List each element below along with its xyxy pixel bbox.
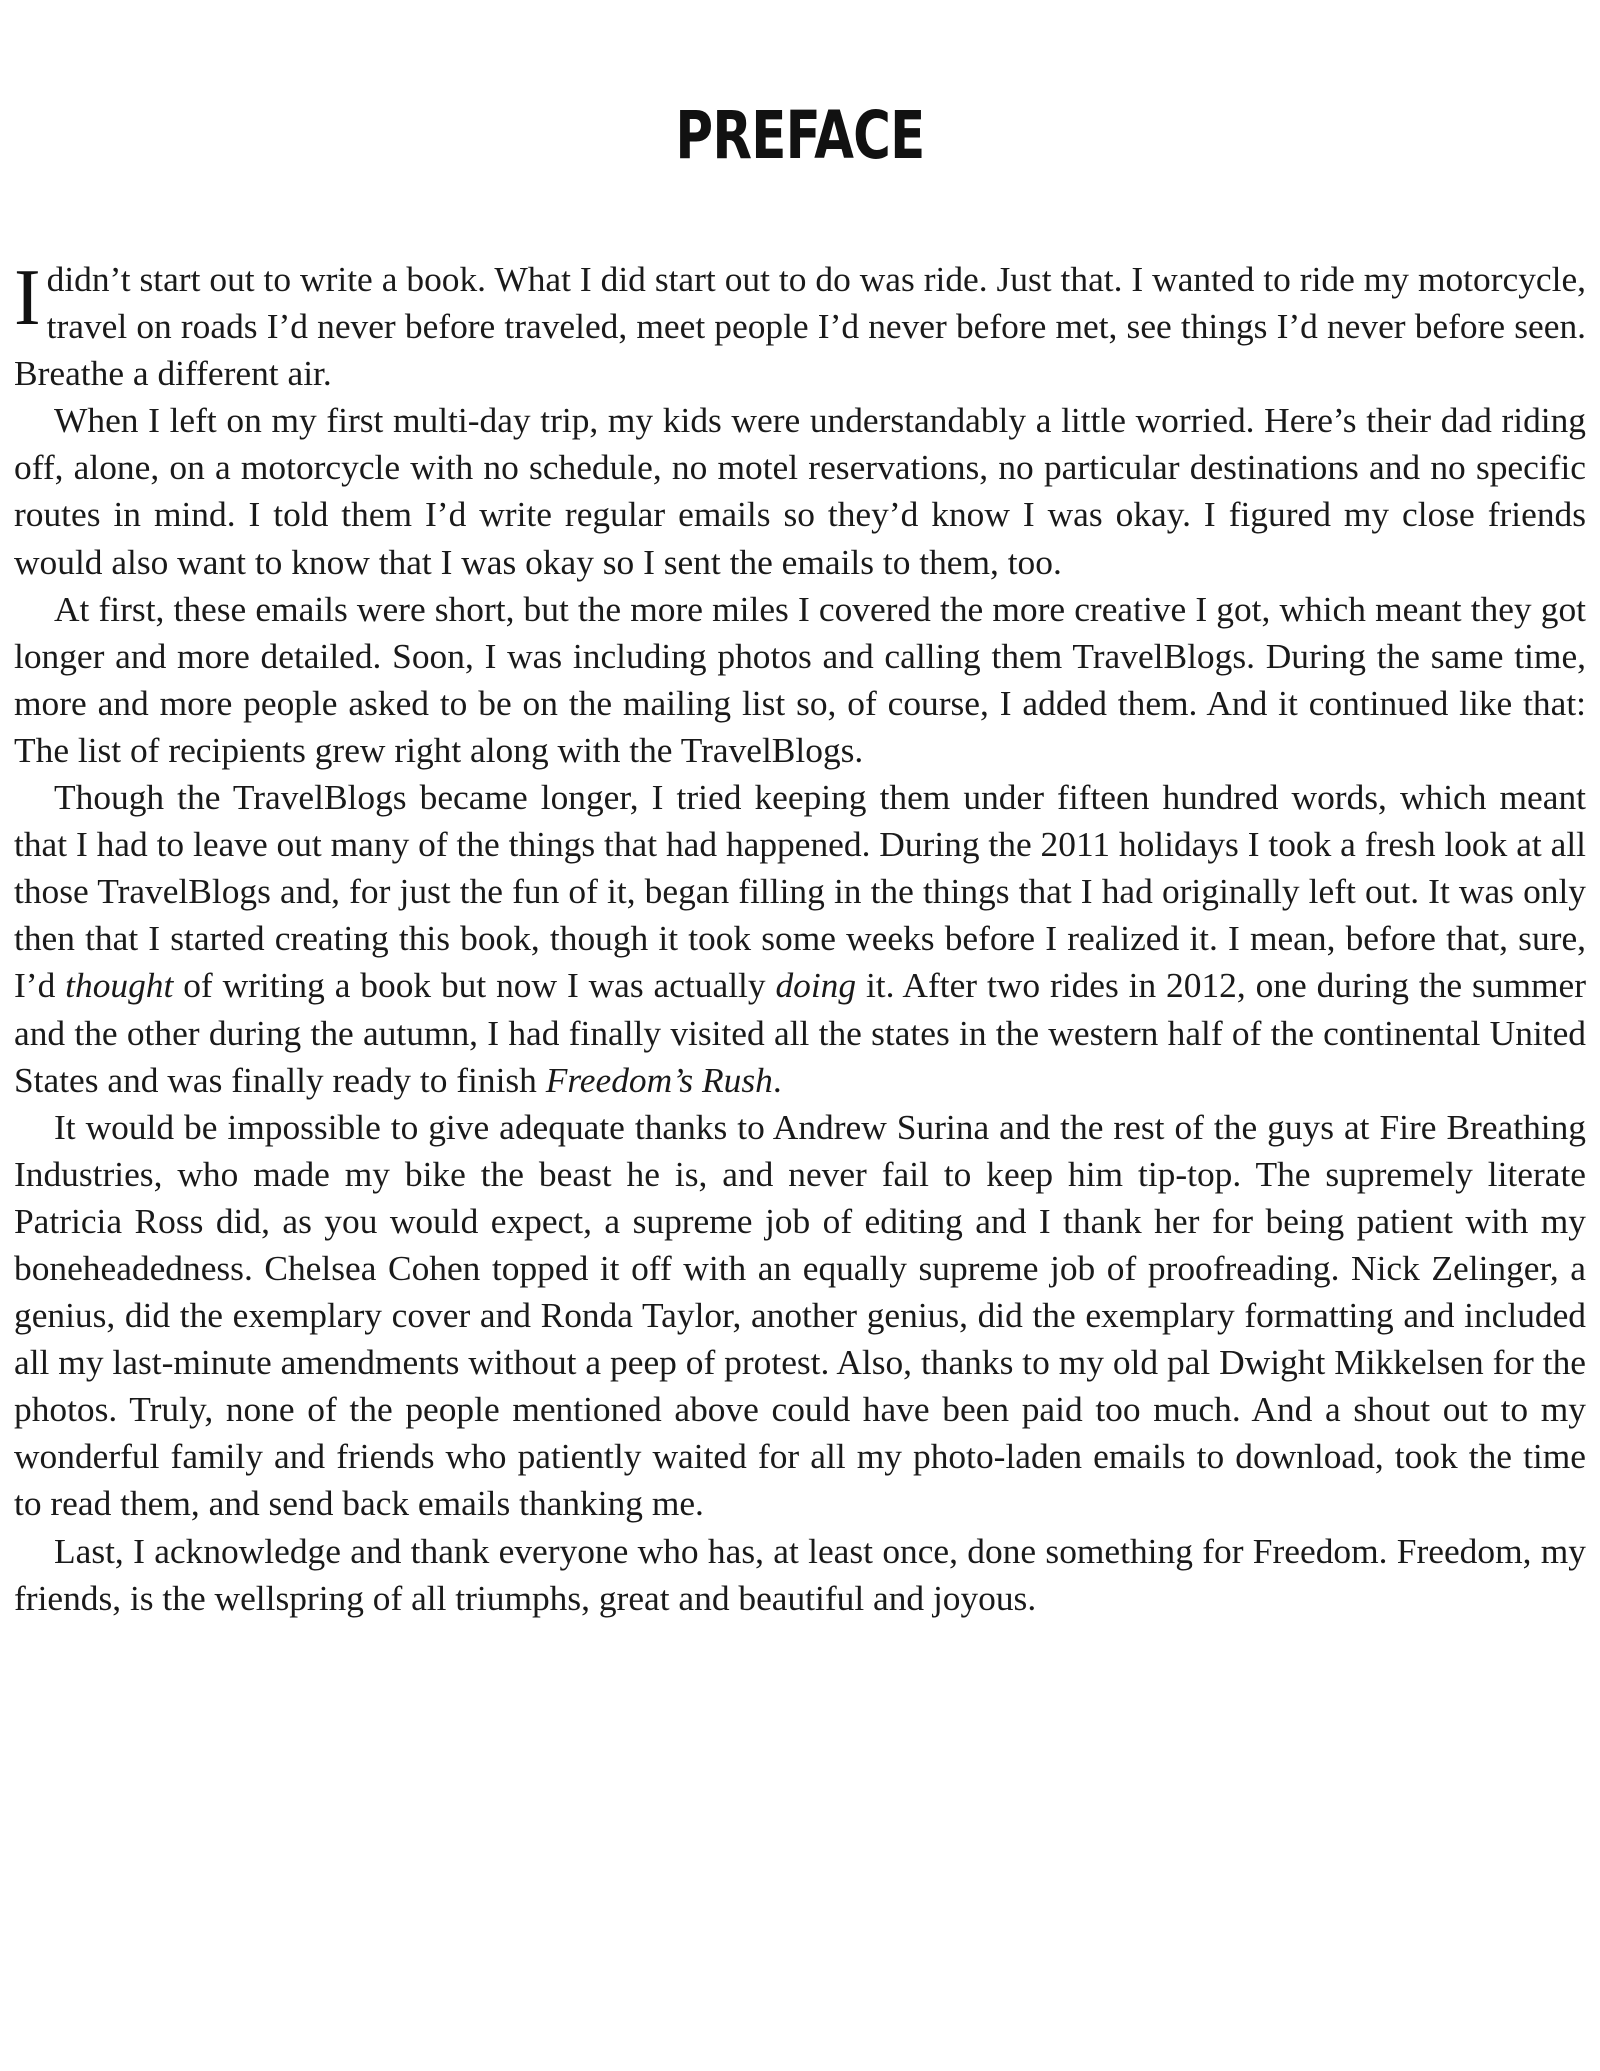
emphasis-thought: thought — [65, 965, 174, 1006]
paragraph-4-text-d: . — [772, 1059, 782, 1100]
paragraph-3: At first, these emails were short, but the more miles I covered the more creative I got, which meant they got longer and more detailed. Soon, I was including photos and calling them TravelBlogs. During the same time, more and more people asked to be on the mailing list so, of course, I added them. And it continued like that: The list of recipients grew right along with the TravelBlogs. — [14, 588, 1586, 770]
book-title-italic: Freedom’s Rush — [545, 1059, 773, 1100]
paragraph-1-text: didn’t start out to write a book. What I did start out to do was ride. Just that. I wanted to ride my motorcycle, travel on roads I’d never before traveled, meet people I’d never before met, see things I’d never before seen. Breathe a different air. — [14, 259, 1586, 394]
paragraph-1 — [14, 256, 1586, 397]
drop-cap: I — [14, 254, 41, 342]
emphasis-doing: doing — [775, 965, 857, 1006]
chapter-title: PREFACE — [675, 97, 925, 174]
paragraph-4-text-b: of writing a book but now I was actually — [173, 965, 776, 1006]
paragraph-4-text-c: it. After two rides in 2012, one during the summer and the other during the autumn, I had finally visited all the states in the western half of the continental United States and was finally ready to finish — [14, 965, 1587, 1100]
paragraph-2: When I left on my first multi-day trip, my kids were understandably a little worried. Here’s their dad riding off, alone, on a motorcycle with no schedule, no motel reservations, no particular destinations and no specific routes in mind. I told them I’d write regular emails so they’d know I was okay. I figured my close friends would also want to know that I was okay so I sent the emails to them, too. — [14, 400, 1586, 582]
paragraph-6: Last, I acknowledge and thank everyone who has, at least once, done something for Freedom. Freedom, my friends, is the wellspring of all triumphs, great and beautiful and joyous. — [14, 1530, 1586, 1618]
paragraph-5: It would be impossible to give adequate thanks to Andrew Surina and the rest of the guys at Fire Breathing Industries, who made my bike the beast he is, and never fail to keep him tip-top. The supremely literate Patricia Ross did, as you would expect, a supreme job of editing and I thank her for being patient with my boneheadedness. Chelsea Cohen topped it off with an equally supreme job of proofreading. Nick Zelinger, a genius, did the exemplary cover and Ronda Taylor, another genius, did the exemplary formatting and included all my last-minute amendments without a peep of protest. Also, thanks to my old pal Dwight Mikkelsen for the photos. Truly, none of the people mentioned above could have been paid too much. And a shout out to my wonderful family and friends who patiently waited for all my photo-laden emails to download, took the time to read them, and send back emails thanking me. — [14, 1106, 1586, 1524]
paragraph-4 — [14, 774, 1586, 1104]
paragraph-4-text-a: Though the TravelBlogs became longer, I tried keeping them under fifteen hundred words, which meant that I had to leave out many of the things that had happened. During the 2011 holidays I took a fresh look at all those TravelBlogs and, for just the fun of it, began filling in the things that I had originally left out. It was only then that I started creating this book, though it took some weeks before I realized it. I mean, before that, sure, I’d — [14, 777, 1586, 1006]
book-page — [14, 0, 1586, 1622]
preface-body — [14, 256, 1586, 1622]
